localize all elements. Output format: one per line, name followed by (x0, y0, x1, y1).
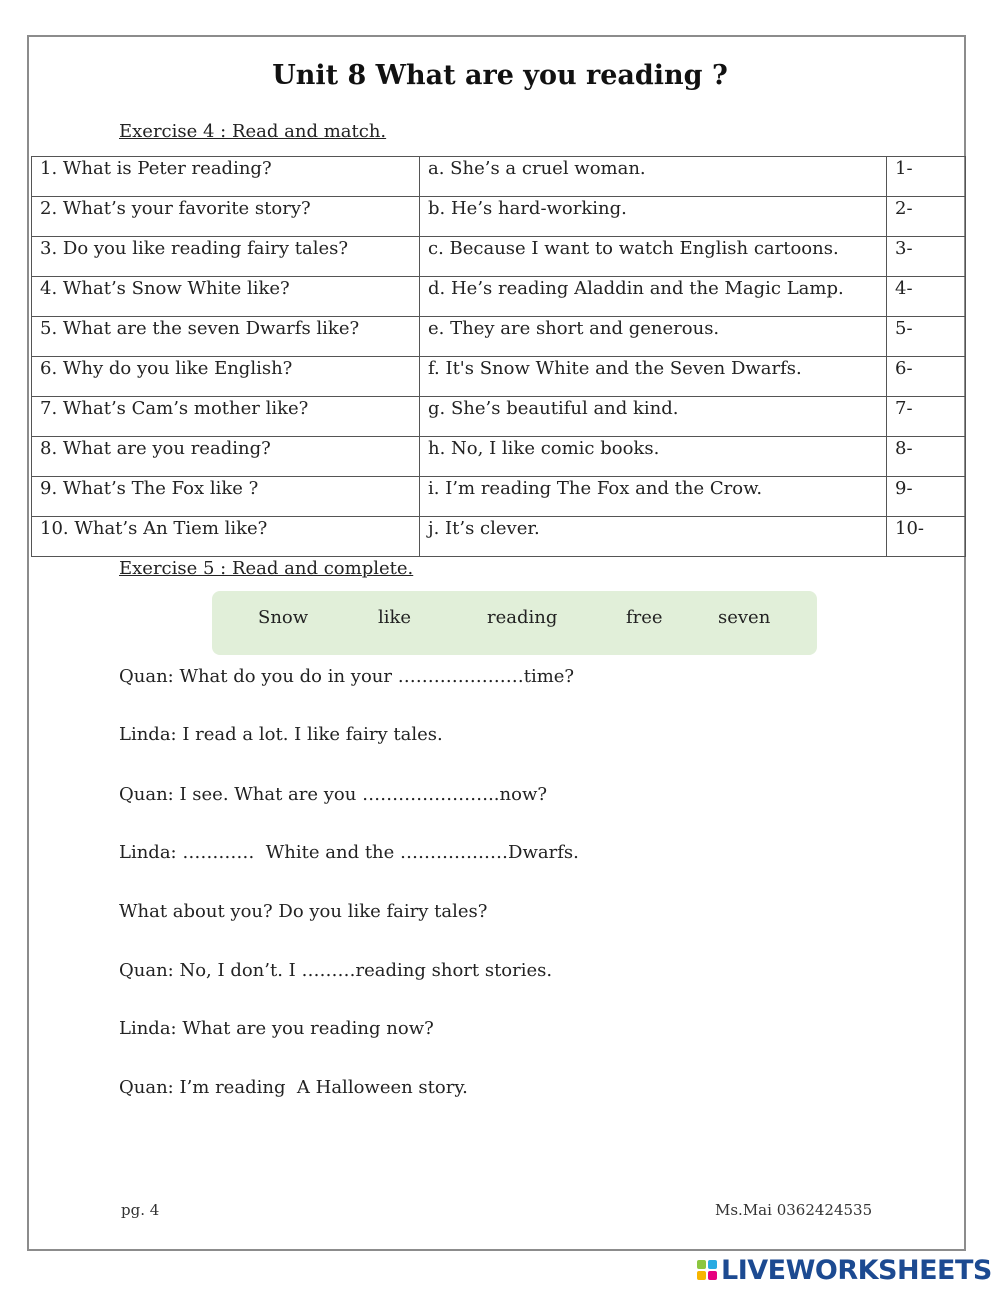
match-answer-slot[interactable]: 5- (887, 317, 966, 357)
word-bank-item[interactable]: free (626, 607, 663, 628)
dialogue-line: Linda: ………… White and the ………………Dwarfs. (119, 842, 579, 863)
exercise5-heading: Exercise 5 : Read and complete. (119, 558, 414, 579)
match-row (32, 517, 966, 557)
match-answer-slot[interactable]: 3- (887, 237, 966, 277)
dialogue-line: Quan: No, I don’t. I ………reading short stories. (119, 960, 553, 981)
match-answer: h. No, I like comic books. (420, 437, 887, 477)
match-answer-slot[interactable]: 1- (887, 157, 966, 197)
footer-author: Ms.Mai 0362424535 (715, 1201, 873, 1219)
match-answer: b. He’s hard-working. (420, 197, 887, 237)
page-number: pg. 4 (121, 1201, 160, 1219)
dialogue-line: What about you? Do you like fairy tales? (119, 901, 488, 922)
match-answer: d. He’s reading Aladdin and the Magic Lamp. (420, 277, 887, 317)
dialogue-line: Quan: I’m reading A Halloween story. (119, 1077, 468, 1098)
match-question: 2. What’s your favorite story? (32, 197, 420, 237)
dialogue-line: Linda: I read a lot. I like fairy tales. (119, 724, 443, 745)
match-question: 6. Why do you like English? (32, 357, 420, 397)
match-row (32, 477, 966, 517)
match-answer: i. I’m reading The Fox and the Crow. (420, 477, 887, 517)
match-answer-slot[interactable]: 6- (887, 357, 966, 397)
match-answer: a. She’s a cruel woman. (420, 157, 887, 197)
match-answer-slot[interactable]: 10- (887, 517, 966, 557)
page-title: Unit 8 What are you reading ? (272, 60, 728, 91)
match-row (32, 157, 966, 197)
match-answer-slot[interactable]: 7- (887, 397, 966, 437)
match-answer: g. She’s beautiful and kind. (420, 397, 887, 437)
dialogue-line: Quan: I see. What are you …………………..now? (119, 784, 548, 805)
match-question: 1. What is Peter reading? (32, 157, 420, 197)
match-row (32, 317, 966, 357)
match-answer: e. They are short and generous. (420, 317, 887, 357)
match-answer-slot[interactable]: 8- (887, 437, 966, 477)
match-row (32, 357, 966, 397)
match-row (32, 277, 966, 317)
match-question: 4. What’s Snow White like? (32, 277, 420, 317)
match-answer-slot[interactable]: 4- (887, 277, 966, 317)
match-table (31, 156, 966, 557)
liveworksheets-icon (697, 1260, 717, 1280)
dialogue-line: Quan: What do you do in your …………………time? (119, 666, 575, 687)
word-bank-item[interactable]: reading (487, 607, 558, 628)
word-bank-item[interactable]: like (378, 607, 412, 628)
word-bank-item[interactable]: seven (718, 607, 771, 628)
match-question: 5. What are the seven Dwarfs like? (32, 317, 420, 357)
liveworksheets-logo (697, 1254, 992, 1286)
match-row (32, 437, 966, 477)
liveworksheets-wordmark: LIVEWORKSHEETS (721, 1254, 992, 1286)
match-question: 9. What’s The Fox like ? (32, 477, 420, 517)
word-box (212, 591, 817, 655)
match-question: 10. What’s An Tiem like? (32, 517, 420, 557)
match-row (32, 237, 966, 277)
match-answer: j. It’s clever. (420, 517, 887, 557)
match-answer: c. Because I want to watch English cartoons. (420, 237, 887, 277)
dialogue-line: Linda: What are you reading now? (119, 1018, 434, 1039)
match-row (32, 197, 966, 237)
match-question: 3. Do you like reading fairy tales? (32, 237, 420, 277)
match-answer: f. It's Snow White and the Seven Dwarfs. (420, 357, 887, 397)
match-row (32, 397, 966, 437)
word-bank-item[interactable]: Snow (258, 607, 309, 628)
match-answer-slot[interactable]: 9- (887, 477, 966, 517)
match-question: 8. What are you reading? (32, 437, 420, 477)
match-answer-slot[interactable]: 2- (887, 197, 966, 237)
exercise4-heading: Exercise 4 : Read and match. (119, 121, 387, 142)
match-question: 7. What’s Cam’s mother like? (32, 397, 420, 437)
